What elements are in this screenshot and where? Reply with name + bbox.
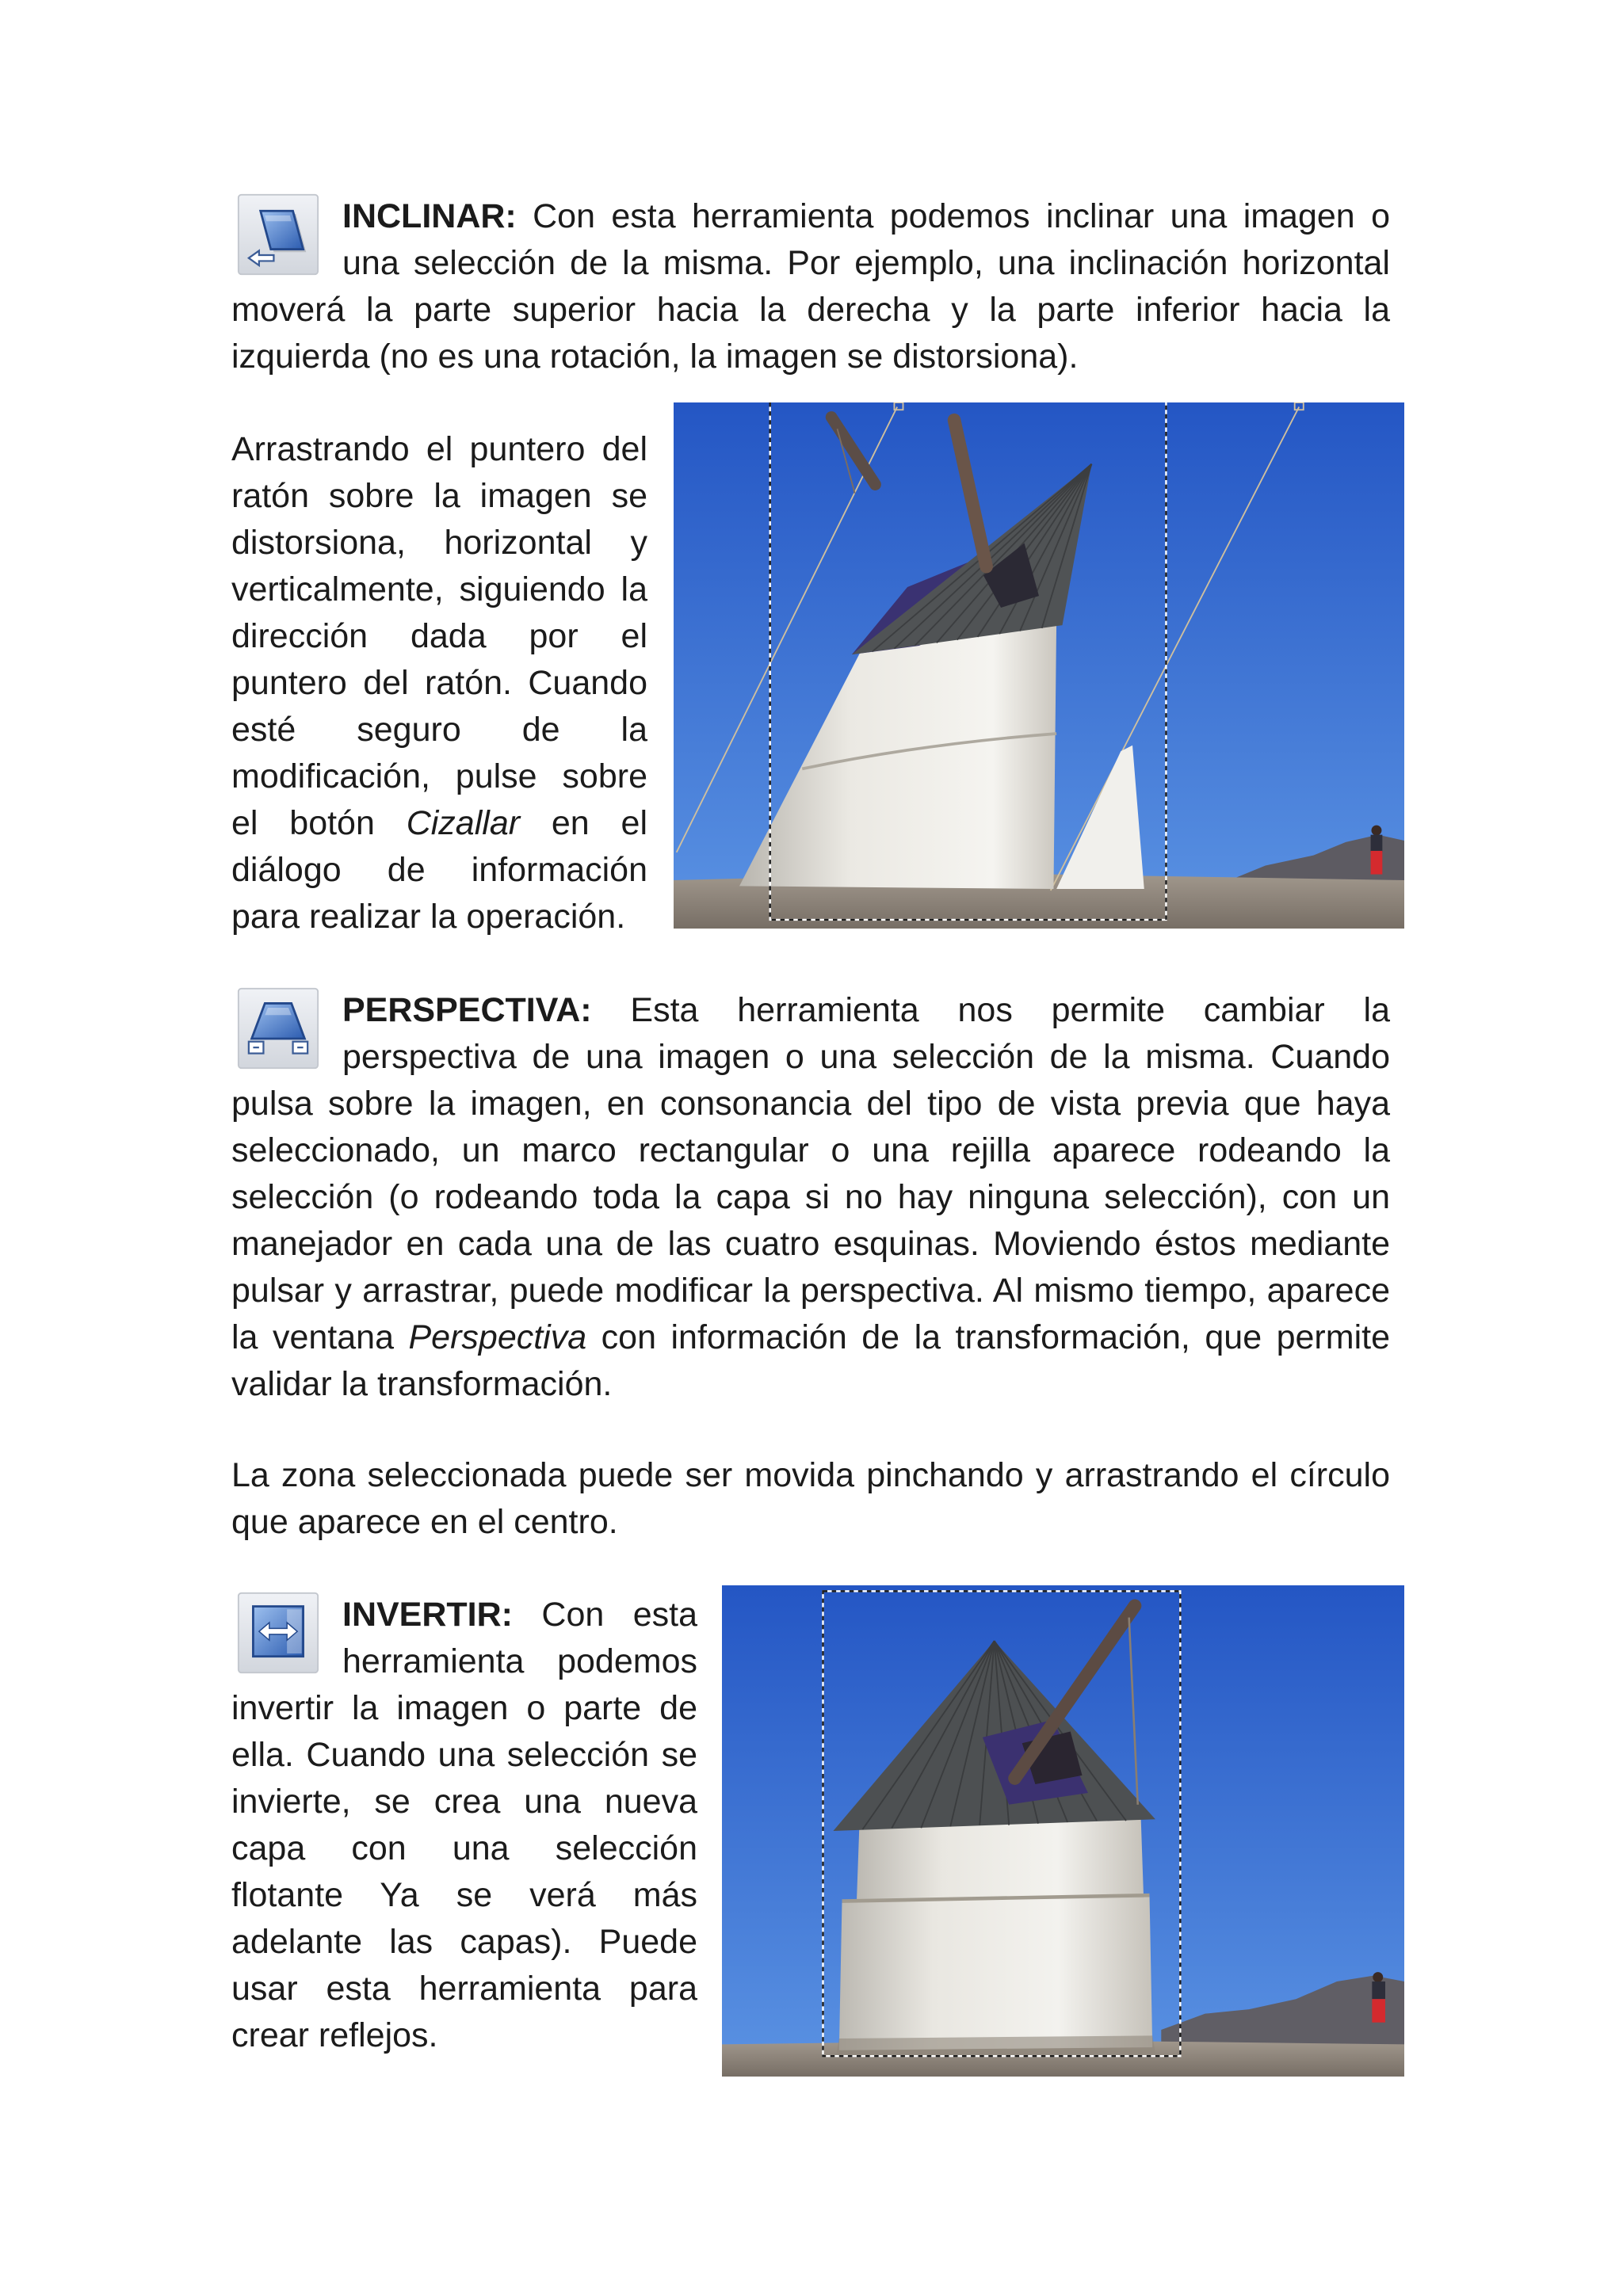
shear-detail-text-end: en el diálogo de información para realizar la operación. (231, 804, 647, 936)
shear-paragraph (231, 193, 1390, 380)
shear-text: Con esta herramienta podemos inclinar una imagen o una selección de la misma. Por ejemplo, una inclinación horizontal moverá la parte superior hacia la derecha y la parte inferior hacia la izquierda (no es una rotación, la imagen se distorsiona). (231, 197, 1390, 376)
flip-example-row (231, 1585, 1404, 2077)
child-figure (1371, 826, 1383, 875)
windmill-tower-base (839, 1895, 1152, 2050)
perspective-label: PERSPECTIVA: (342, 991, 592, 1029)
sheared-windmill-photo (674, 402, 1404, 929)
tower-footing (836, 2035, 1155, 2056)
flip-label: INVERTIR: (342, 1596, 513, 1634)
perspective-tool-icon (237, 987, 319, 1070)
flipped-windmill-photo (722, 1585, 1404, 2077)
perspective-text-end: con información de la transformación, que permite validar la transformación. (231, 1318, 1390, 1403)
flip-text: Con esta herramienta podemos invertir la imagen o parte de ella. Cuando una selección se invierte, se crea una nueva capa con una selección flotante Ya se verá más adelante las capas). Puede usar esta herramienta para crear reflejos. (231, 1596, 697, 2054)
shear-detail-text: Arrastrando el puntero del ratón sobre la imagen se distorsiona, horizontal y verticalmente, siguiendo la dirección dada por el puntero del ratón. Cuando esté seguro de la modificación, pulse sobre el botón (231, 430, 647, 842)
perspective-window-name: Perspectiva (408, 1318, 587, 1356)
shear-example-row (231, 402, 1404, 940)
shear-detail-paragraph (231, 402, 647, 940)
flip-tool-icon (237, 1592, 319, 1674)
shear-button-name: Cizallar (406, 804, 521, 842)
perspective-text: Esta herramienta nos permite cambiar la perspectiva de una imagen o una selección de la misma. Cuando pulsa sobre la imagen, en consonancia del tipo de vista previa que haya seleccionado, un marco rectangular o una rejilla aparece rodeando la selección (o rodeando toda la capa si no hay ninguna selección), con un manejador en cada una de las cuatro esquinas. Moviendo éstos mediante pulsar y arrastrar, puede modificar la perspectiva. Al mismo tiempo, aparece la ventana (231, 991, 1390, 1356)
flip-paragraph (231, 1585, 697, 2059)
shear-label: INCLINAR: (342, 197, 517, 235)
perspective-paragraph (231, 987, 1390, 1408)
perspective-note: La zona seleccionada puede ser movida pinchando y arrastrando el círculo que aparece en el centro. (231, 1456, 1390, 1541)
shear-tool-icon (237, 193, 319, 276)
perspective-note-paragraph (231, 1452, 1390, 1546)
